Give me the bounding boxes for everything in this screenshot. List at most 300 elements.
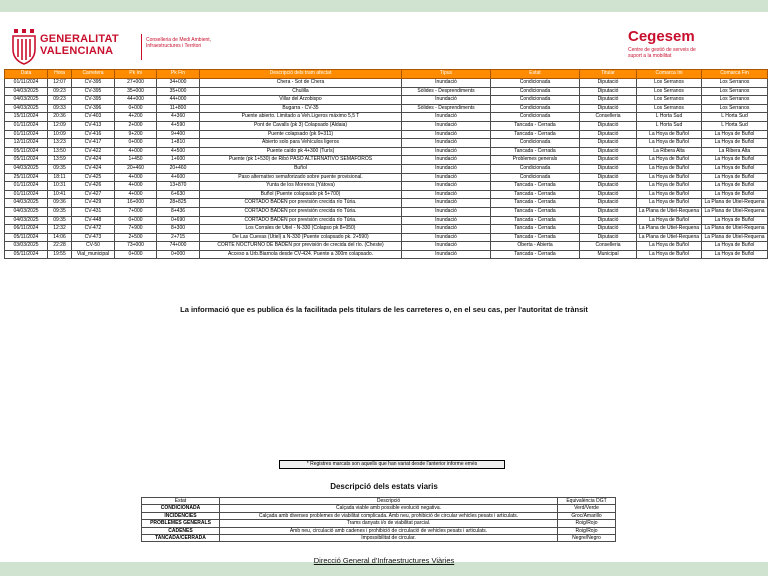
legend-header-status: Estat [142, 498, 220, 505]
marked-records-note: * Registres marcats son aquells que han variat desde l'anterior informe emès [279, 460, 505, 469]
cell-owner: Diputació [580, 173, 637, 182]
cell-type: Inundació [402, 233, 491, 242]
cell-region-end: La Ribera Alta [702, 147, 768, 156]
cell-owner: Diputació [580, 139, 637, 148]
cell-status: Tancada - Cerrada [491, 121, 580, 130]
column-header-time: Hora [48, 70, 72, 79]
table-row [5, 79, 768, 88]
cell-status: Tancada - Cerrada [491, 199, 580, 208]
cell-road: CV-424 [72, 156, 115, 165]
cell-owner: Conselleria [580, 113, 637, 122]
cell-owner: Diputació [580, 182, 637, 191]
cell-description: Los Corrales de Utiel - N-330 (Colapso pk 8+050) [200, 225, 402, 234]
cell-pk-start: 4+000 [115, 173, 157, 182]
cell-region-start: Los Serranos [637, 79, 702, 88]
generalitat-name [40, 33, 119, 57]
cell-type: Inundació [402, 250, 491, 259]
cell-region-start: La Hoya de Buñol [637, 164, 702, 173]
cell-status: Condicionada [491, 139, 580, 148]
column-header-pk-end: Pk Fin [157, 70, 200, 79]
cell-description: Chulilla [200, 87, 402, 96]
legend-title: Descripció dels estats viaris [330, 482, 438, 491]
cell-date: 01/11/2024 [5, 79, 48, 88]
cell-description: De Las Cuevas (Utiel) a N-330 (Puente colapsado pk. 2+590) [200, 233, 402, 242]
cell-region-start: La Hoya de Buñol [637, 156, 702, 165]
legend-table [141, 497, 616, 542]
cell-region-start: La Hoya de Buñol [637, 242, 702, 251]
cell-road: CV-448 [72, 216, 115, 225]
legend-cell-dgt-equivalence: Groc/Amarillo [558, 512, 616, 519]
cell-description: Puente abierto. Limitado a Veh.Ligeros máximo 5,5 T [200, 113, 402, 122]
cell-region-start: La Plana de Utiel-Requena [637, 207, 702, 216]
cell-pk-end: 4+360 [157, 113, 200, 122]
table-row [5, 121, 768, 130]
cell-road: CV-424 [72, 164, 115, 173]
cell-type: Inundació [402, 164, 491, 173]
cell-pk-start: 9+200 [115, 130, 157, 139]
cell-status: Problemes generals [491, 156, 580, 165]
cell-status: Condicionada [491, 87, 580, 96]
cell-type: Inundació [402, 173, 491, 182]
cell-date: 05/11/2024 [5, 156, 48, 165]
cell-time: 13:50 [48, 147, 72, 156]
cegesem-sub-line-2: suport a la mobilitat [628, 53, 672, 59]
cell-pk-start: 16+000 [115, 199, 157, 208]
cell-region-start: Los Serranos [637, 96, 702, 105]
cell-date: 25/11/2024 [5, 173, 48, 182]
cell-description: Pont de Cavalls (pk 3) Colapsado (Aldaia) [200, 121, 402, 130]
cell-description: Buñol [200, 164, 402, 173]
cell-date: 04/03/2025 [5, 207, 48, 216]
table-row [5, 242, 768, 251]
dept-line-1: Conselleria de Medi Ambient, [146, 37, 212, 43]
cell-owner: Diputació [580, 104, 637, 113]
legend-cell-description: Amb neu, circulació amb cadenes i prohibició de circulació de vehicles pesats i articulats. [220, 527, 558, 534]
cell-date: 12/11/2024 [5, 139, 48, 148]
cell-type: Inundació [402, 182, 491, 191]
cell-owner: Diputació [580, 225, 637, 234]
table-row [5, 182, 768, 191]
cell-description: CORTADO BADÉN por previsión crecida río Túria. [200, 207, 402, 216]
cell-type: Inundació [402, 242, 491, 251]
cell-pk-end: 8+436 [157, 207, 200, 216]
cell-region-start: La Hoya de Buñol [637, 190, 702, 199]
table-row [5, 156, 768, 165]
cell-time: 09:35 [48, 164, 72, 173]
cell-pk-end: 2+715 [157, 233, 200, 242]
cell-owner: Diputació [580, 79, 637, 88]
cell-region-start: Los Serranos [637, 104, 702, 113]
cell-type: Inundació [402, 199, 491, 208]
table-row [5, 233, 768, 242]
cell-region-start: La Hoya de Buñol [637, 199, 702, 208]
legend-row [142, 505, 616, 512]
cell-region-end: L Horta Sud [702, 113, 768, 122]
source-notice: La informació que es publica és la facilitada pels titulars de les carreteres o, en el seu cas, per l'autoritat de trànsit [180, 305, 588, 314]
cell-status: Tancada - Cerrada [491, 250, 580, 259]
table-row [5, 96, 768, 105]
cell-date: 05/11/2024 [5, 250, 48, 259]
cell-pk-end: 44+000 [157, 96, 200, 105]
cell-pk-start: 44+000 [115, 96, 157, 105]
cell-description: Acceso a Urb.Biarnola desde CV-424. Puente a 300m colapsado. [200, 250, 402, 259]
cell-region-end: La Hoya de Buñol [702, 182, 768, 191]
cell-owner: Diputació [580, 121, 637, 130]
cell-time: 19:55 [48, 250, 72, 259]
cell-region-start: La Hoya de Buñol [637, 182, 702, 191]
cell-region-end: La Plana de Utiel-Requena [702, 225, 768, 234]
legend-cell-status: TANCADA/CERRADA [142, 535, 220, 542]
cell-time: 10:09 [48, 130, 72, 139]
cell-pk-start: 4+000 [115, 190, 157, 199]
cell-region-end: La Hoya de Buñol [702, 216, 768, 225]
cell-date: 05/11/2024 [5, 233, 48, 242]
cell-road: CV-417 [72, 139, 115, 148]
cell-region-end: L Horta Sud [702, 121, 768, 130]
cell-date: 04/03/2025 [5, 199, 48, 208]
table-row [5, 225, 768, 234]
cell-time: 14:06 [48, 233, 72, 242]
cell-status: Condicionada [491, 164, 580, 173]
cell-time: 09:33 [48, 104, 72, 113]
column-header-region-end: Comarca Fin [702, 70, 768, 79]
cell-region-start: La Plana de Utiel-Requena [637, 233, 702, 242]
legend-cell-dgt-equivalence: Roig/Rojo [558, 527, 616, 534]
table-row [5, 87, 768, 96]
cell-road: CV-403 [72, 113, 115, 122]
cell-road: CV-429 [72, 199, 115, 208]
cell-time: 09:35 [48, 216, 72, 225]
cell-owner: Diputació [580, 164, 637, 173]
table-row [5, 104, 768, 113]
cell-description: CORTADO BADÉN por previsión crecida río Túria. [200, 199, 402, 208]
legend-cell-description: Calçada amb diverses problemes de viabilitat complicada. Amb neu, prohibició de circular vehicles pesats i articulats. [220, 512, 558, 519]
cell-status: Tancada - Cerrada [491, 233, 580, 242]
legend-row [142, 527, 616, 534]
org-line-2: VALENCIANA [40, 45, 114, 57]
cell-description: Yunta de los Morenos (Yátova) [200, 182, 402, 191]
legend-cell-status: CADENES [142, 527, 220, 534]
cell-description: CORTADO BADÉN por previsión crecida río Túria. [200, 216, 402, 225]
cell-type: Sòlides - Desprendiments [402, 87, 491, 96]
cell-pk-start: 1+450 [115, 156, 157, 165]
cell-type: Inundació [402, 207, 491, 216]
cell-pk-start: 4+200 [115, 113, 157, 122]
column-header-date: Data [5, 70, 48, 79]
cell-pk-start: 20+460 [115, 164, 157, 173]
cell-road: CV-395 [72, 87, 115, 96]
table-row [5, 216, 768, 225]
cell-region-end: Los Serranos [702, 104, 768, 113]
cell-date: 03/03/2025 [5, 242, 48, 251]
cell-status: Condicionada [491, 79, 580, 88]
column-header-status: Estat [491, 70, 580, 79]
cell-date: 04/03/2025 [5, 164, 48, 173]
cell-pk-end: 11+800 [157, 104, 200, 113]
cell-type: Inundació [402, 96, 491, 105]
legend-cell-description: Calçada viable amb possible evolució negativa. [220, 505, 558, 512]
cell-status: Tancada - Cerrada [491, 190, 580, 199]
cell-date: 01/11/2024 [5, 121, 48, 130]
table-row [5, 147, 768, 156]
cell-owner: Diputació [580, 190, 637, 199]
cell-region-end: La Hoya de Buñol [702, 173, 768, 182]
legend-cell-description: Trams danyats i/o de viabilitat parcial. [220, 520, 558, 527]
cell-description: CORTE NOCTURNO DE BADÉN por previsión de crecida del río. (Cheste) [200, 242, 402, 251]
cell-type: Inundació [402, 156, 491, 165]
cell-region-end: Los Serranos [702, 79, 768, 88]
table-row [5, 130, 768, 139]
cell-owner: Diputació [580, 96, 637, 105]
cell-date: 05/11/2024 [5, 147, 48, 156]
legend-cell-dgt-equivalence: Roig/Rojo [558, 520, 616, 527]
cell-road: CV-472 [72, 225, 115, 234]
cegesem-logo [628, 29, 758, 74]
table-row [5, 173, 768, 182]
cell-owner: Diputació [580, 199, 637, 208]
cell-road: CV-427 [72, 190, 115, 199]
cell-date: 06/11/2024 [5, 225, 48, 234]
legend-cell-description: Impossibilitat de circular. [220, 535, 558, 542]
cell-description: Puente colapsado (pk 9+311) [200, 130, 402, 139]
cell-status: Tancada - Cerrada [491, 225, 580, 234]
cell-pk-end: 1+600 [157, 156, 200, 165]
cell-owner: Diputació [580, 147, 637, 156]
cell-date: 04/03/2025 [5, 104, 48, 113]
cell-pk-start: 4+000 [115, 182, 157, 191]
column-header-owner: Titular [580, 70, 637, 79]
cell-owner: Municipal [580, 250, 637, 259]
cell-date: 01/11/2024 [5, 130, 48, 139]
cell-pk-end: 34+000 [157, 79, 200, 88]
cell-description: Buñol (Puente colapsado pk 5+700) [200, 190, 402, 199]
cell-pk-end: 8+300 [157, 225, 200, 234]
cell-region-start: Los Serranos [637, 87, 702, 96]
cell-time: 12:32 [48, 225, 72, 234]
cell-road: CV-395 [72, 96, 115, 105]
cell-time: 10:41 [48, 190, 72, 199]
cell-status: Condicionada [491, 96, 580, 105]
cell-pk-start: 0+000 [115, 104, 157, 113]
cell-pk-end: 20+460 [157, 164, 200, 173]
table-row [5, 139, 768, 148]
cell-type: Inundació [402, 225, 491, 234]
cell-status: Tancada - Cerrada [491, 147, 580, 156]
cell-description: Abierto solo para Vehículos ligeros [200, 139, 402, 148]
logo-divider [141, 34, 142, 60]
cell-date: 01/11/2024 [5, 182, 48, 191]
cell-pk-start: 7+900 [115, 225, 157, 234]
cell-type: Sòlides - Desprendiments [402, 104, 491, 113]
legend-cell-dgt-equivalence: Verd/Verde [558, 505, 616, 512]
table-header-row [5, 70, 768, 79]
dept-line-2: Infraestructures i Territori [146, 43, 202, 49]
cell-type: Inundació [402, 190, 491, 199]
cell-owner: Diputació [580, 233, 637, 242]
cell-pk-end: 4+590 [157, 121, 200, 130]
cell-region-start: La Plana de Utiel-Requena [637, 225, 702, 234]
cell-pk-start: 7+000 [115, 207, 157, 216]
cell-pk-end: 4+600 [157, 173, 200, 182]
cell-pk-end: 0+690 [157, 216, 200, 225]
cell-owner: Conselleria [580, 242, 637, 251]
cell-status: Tancada - Cerrada [491, 130, 580, 139]
cell-region-end: La Plana de Utiel-Requena [702, 199, 768, 208]
legend-header-row [142, 498, 616, 505]
cell-description: Paso alternativo semaforizado sobre puente provisional. [200, 173, 402, 182]
cell-pk-start: 0+000 [115, 139, 157, 148]
cell-road: CV-431 [72, 207, 115, 216]
table-body [5, 79, 768, 259]
cell-pk-start: 4+000 [115, 147, 157, 156]
cell-type: Inundació [402, 79, 491, 88]
cell-time: 13:23 [48, 139, 72, 148]
cell-type: Inundació [402, 113, 491, 122]
cell-description: Chera - Sot de Chera [200, 79, 402, 88]
cell-pk-start: 27+000 [115, 79, 157, 88]
column-header-road: Carretera [72, 70, 115, 79]
cell-region-end: La Hoya de Buñol [702, 190, 768, 199]
cell-type: Inundació [402, 139, 491, 148]
cell-region-end: La Plana de Utiel-Requena [702, 233, 768, 242]
cegesem-subtitle [628, 47, 758, 59]
legend-header-dgt-equivalence: Equivalència DGT [558, 498, 616, 505]
cell-date: 04/03/2025 [5, 96, 48, 105]
cell-description: Puente (pk 1+530) de Ribó PASO ALTERNATIVO SEMAFOROS [200, 156, 402, 165]
page [0, 12, 768, 565]
cell-time: 09:23 [48, 96, 72, 105]
footer-directorate: Direcció General d'Infraestructures Viàries [313, 556, 455, 565]
cell-pk-start: 2+500 [115, 233, 157, 242]
cegesem-sub-line-1: Centre de gestió de serveis de [628, 47, 696, 53]
column-header-type: Tipus [402, 70, 491, 79]
legend-cell-status: INCIDÈNCIES [142, 512, 220, 519]
cell-region-end: La Hoya de Buñol [702, 130, 768, 139]
cell-pk-end: 13+870 [157, 182, 200, 191]
cell-pk-start: 2+000 [115, 121, 157, 130]
generalitat-logo [10, 27, 240, 69]
cell-owner: Diputació [580, 87, 637, 96]
cell-pk-start: 73+000 [115, 242, 157, 251]
cell-description: Bugarra - CV-35 [200, 104, 402, 113]
cell-region-start: L Horta Sud [637, 121, 702, 130]
cell-pk-end: 0+000 [157, 250, 200, 259]
department-name [146, 37, 211, 49]
cell-region-end: La Hoya de Buñol [702, 250, 768, 259]
cell-status: Tancada - Cerrada [491, 182, 580, 191]
cell-road: Vial_municipal [72, 250, 115, 259]
column-header-region-start: Comarca Ini [637, 70, 702, 79]
cell-time: 09:23 [48, 87, 72, 96]
cell-date: 15/11/2024 [5, 113, 48, 122]
cell-region-start: L Horta Sud [637, 113, 702, 122]
cell-region-end: Los Serranos [702, 96, 768, 105]
cell-pk-start: 35+000 [115, 87, 157, 96]
cell-description: Villar del Arzobispo [200, 96, 402, 105]
cell-status: Condicionada [491, 104, 580, 113]
cell-time: 18:11 [48, 173, 72, 182]
cell-type: Inundació [402, 130, 491, 139]
cell-pk-end: 28+825 [157, 199, 200, 208]
cell-pk-end: 35+000 [157, 87, 200, 96]
cell-region-start: La Hoya de Buñol [637, 130, 702, 139]
cell-type: Inundació [402, 216, 491, 225]
table-row [5, 190, 768, 199]
cell-region-end: Los Serranos [702, 87, 768, 96]
table-row [5, 207, 768, 216]
cell-region-start: La Hoya de Buñol [637, 139, 702, 148]
cegesem-name: Cegesem [628, 28, 695, 45]
table-row [5, 199, 768, 208]
cell-region-start: La Hoya de Buñol [637, 216, 702, 225]
legend-body [142, 505, 616, 542]
cell-owner: Diputació [580, 207, 637, 216]
cell-region-end: La Hoya de Buñol [702, 139, 768, 148]
cell-time: 09:35 [48, 207, 72, 216]
table-row [5, 164, 768, 173]
cell-owner: Diputació [580, 156, 637, 165]
cell-status: Oberta - Abierta [491, 242, 580, 251]
cell-pk-end: 6+630 [157, 190, 200, 199]
cell-pk-start: 0+000 [115, 216, 157, 225]
legend-cell-status: CONDICIONADA [142, 505, 220, 512]
cell-time: 20:36 [48, 113, 72, 122]
cell-region-start: La Hoya de Buñol [637, 173, 702, 182]
cell-status: Tancada - Cerrada [491, 207, 580, 216]
org-line-1: GENERALITAT [40, 33, 119, 45]
legend-row [142, 512, 616, 519]
column-header-description: Descripció dels tram afectat [200, 70, 402, 79]
cell-road: CV-473 [72, 233, 115, 242]
cell-road: CV-396 [72, 104, 115, 113]
cell-owner: Diputació [580, 216, 637, 225]
cell-status: Condicionada [491, 173, 580, 182]
cell-road: CV-413 [72, 121, 115, 130]
cell-time: 22:28 [48, 242, 72, 251]
cell-time: 09:36 [48, 199, 72, 208]
cell-pk-end: 9+400 [157, 130, 200, 139]
road-status-table [4, 69, 768, 259]
legend-cell-status: PROBLEMES GENERALS [142, 520, 220, 527]
cell-time: 12:07 [48, 79, 72, 88]
cell-road: CV-426 [72, 182, 115, 191]
cell-pk-end: 4+500 [157, 147, 200, 156]
cell-description: Puente caído pk 4+300 (Turís) [200, 147, 402, 156]
cell-road: CV-395 [72, 79, 115, 88]
cell-time: 13:59 [48, 156, 72, 165]
legend-cell-dgt-equivalence: Negre/Negro [558, 535, 616, 542]
cell-status: Condicionada [491, 113, 580, 122]
cell-time: 12:09 [48, 121, 72, 130]
generalitat-emblem-icon [10, 27, 38, 65]
cell-pk-start: 0+000 [115, 250, 157, 259]
cell-date: 04/03/2025 [5, 216, 48, 225]
column-header-pk-start: Pk Ini [115, 70, 157, 79]
cell-time: 10:31 [48, 182, 72, 191]
cell-road: CV-416 [72, 130, 115, 139]
cell-owner: Diputació [580, 130, 637, 139]
cell-pk-end: 1+810 [157, 139, 200, 148]
cell-road: CV-50 [72, 242, 115, 251]
table-row [5, 250, 768, 259]
cell-region-start: La Ribera Alta [637, 147, 702, 156]
legend-header-description: Descripció [220, 498, 558, 505]
cell-region-end: La Hoya de Buñol [702, 156, 768, 165]
cell-date: 04/03/2025 [5, 87, 48, 96]
cell-status: Tancada - Cerrada [491, 216, 580, 225]
legend-row [142, 535, 616, 542]
cell-road: CV-422 [72, 147, 115, 156]
